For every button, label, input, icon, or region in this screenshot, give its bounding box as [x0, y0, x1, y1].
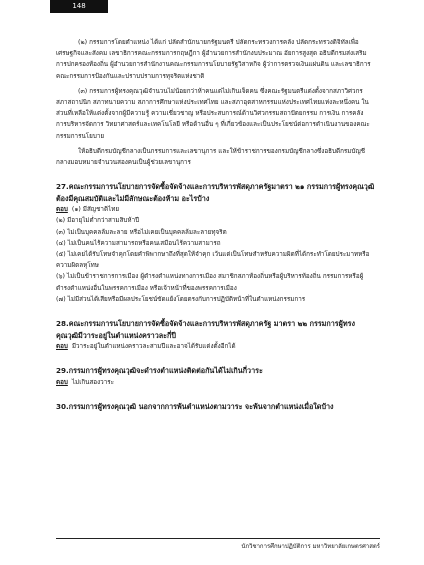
footer-text: นักวิชาการศึกษาปฏิบัติการ มหาวิทยาลัยเกษตรศาสตร์ — [241, 543, 380, 550]
answer-label: ตอบ — [56, 206, 68, 214]
intro-paragraph-2: (๓) กรรมการผู้ทรงคุณวุฒิจำนวนไม่น้อยกว่าห้าคนแต่ไม่เกินเจ็ดคน ซึ่งคณะรัฐมนตรีแต่งตั้งจากสภาวิศวกร สภาสถาปนิก สภาทนายความ สภาการศึกษาแห่งประเทศไทย และสภาอุตสาหกรรมแห่งประเทศไทยแห่งละหนึ่งคน ในส่วนที่เหลือให้แต่งตั้งจากผู้มีความรู้ ความเชี่ยวชาญ หรือประสบการณ์ด้านวิศวกรรมสถาปัตยกรรม การเงิน การคลัง การบริหารจัดการ วิทยาศาสตร์และเทคโนโลยี หรือด้านอื่น ๆ ที่เกี่ยวข้องและเป็นประโยชน์ต่อการดำเนินงานของคณะกรรมการนโยบาย — [56, 87, 370, 140]
answer-27-item-2: (๒) มีอายุไม่ต่ำกว่าสามสิบห้าปี — [56, 217, 140, 225]
answer-28-text: มีวาระอยู่ในตำแหน่งคราวละสามปีและอาจได้รับแต่งตั้งอีกได้ — [71, 343, 236, 351]
answer-27-item-1: (๑) มีสัญชาติไทย — [71, 206, 120, 214]
question-29: 29.กรรมการผู้ทรงคุณวุฒิจะดำรงตำแหน่งติดต่อกันได้ไม่เกินกี่วาระ — [56, 366, 263, 376]
answer-27-item-3: (๓) ไม่เป็นบุคคลล้มละลาย หรือไม่เคยเป็นบุคคลล้มละลายทุจริต — [56, 228, 227, 236]
answer-label: ตอบ — [56, 378, 68, 386]
answer-27-item-4: (๔) ไม่เป็นคนไร้ความสามารถหรือคนเสมือนไร้ความสามารถ — [56, 239, 221, 247]
question-28: 28.คณะกรรมการนโยบายการจัดซื้อจัดจ้างและการบริหารพัสดุภาครัฐ มาตรา ๒๒ กรรมการผู้ทรงคุณวุฒิมีวาระอยู่ในตำแหน่งคราวละกี่ปี — [56, 319, 355, 340]
answer-27-item-7: (๗) ไม่มีส่วนได้เสียหรือมีผลประโยชน์ขัดแย้งโดยตรงกับการปฏิบัติหน้าที่ในตำแหน่งกรรมการ — [56, 295, 306, 303]
question-27: 27.คณะกรรมการนโยบายการจัดซื้อจัดจ้างและการบริหารพัสดุภาครัฐมาตรา ๒๑ กรรมการผู้ทรงคุณวุฒิต้องมีคุณสมบัติและไม่มีลักษณะต้องห้าม อะไรบ้าง — [56, 182, 375, 203]
answer-label: ตอบ — [56, 343, 68, 351]
document-body — [56, 37, 376, 412]
intro-paragraph-1: (๒) กรรมการโดยตำแหน่ง ได้แก่ ปลัดสำนักนายกรัฐมนตรี ปลัดกระทรวงการคลัง ปลัดกระทรวงดิจิทัลเพื่อเศรษฐกิจและสังคม เลขาธิการคณะกรรมการกฤษฎีกา ผู้อำนวยการสำนักงบประมาณ อัยการสูงสุด อธิบดีกรมส่งเสริมการปกครองท้องถิ่น ผู้อำนวยการสำนักงานคณะกรรมการนโยบายรัฐวิสาหกิจ ผู้ว่าการตรวจเงินแผ่นดิน และเลขาธิการคณะกรรมการป้องกันและปราบปรามการทุจริตแห่งชาติ — [56, 39, 371, 80]
page-number: 148 — [50, 0, 108, 13]
answer-27-first — [56, 204, 376, 215]
answer-27-item-6: (๖) ไม่เป็นข้าราชการการเมือง ผู้ดำรงตำแหน่งทางการเมือง สมาชิกสภาท้องถิ่นหรือผู้บริหารท้องถิ่น กรรมการหรือผู้ดำรงตำแหน่งอื่นในพรรคการเมือง หรือเจ้าหน้าที่ของพรรคการเมือง — [56, 273, 364, 292]
intro-paragraph-3: ให้อธิบดีกรมบัญชีกลางเป็นกรรมการและเลขานุการ และให้ข้าราชการของกรมบัญชีกลางซึ่งอธิบดีกรมบัญชีกลางมอบหมายจำนวนสองคนเป็นผู้ช่วยเลขานุการ — [56, 147, 366, 167]
answer-29 — [56, 377, 376, 388]
footer-divider — [56, 538, 380, 539]
answer-27-item-5: (๕) ไม่เคยได้รับโทษจำคุกโดยคำพิพากษาถึงที่สุดให้จำคุก เว้นแต่เป็นโทษสำหรับความผิดที่ได้กระทำโดยประมาทหรือความผิดลหุโทษ — [56, 251, 370, 270]
question-30: 30.กรรมการผู้ทรงคุณวุฒิ นอกจากการพ้นตำแหน่งตามวาระ จะพ้นจากตำแหน่งเมื่อใดบ้าง — [56, 401, 334, 411]
answer-29-text: ไม่เกินสองวาระ — [71, 378, 114, 386]
answer-28 — [56, 341, 376, 352]
